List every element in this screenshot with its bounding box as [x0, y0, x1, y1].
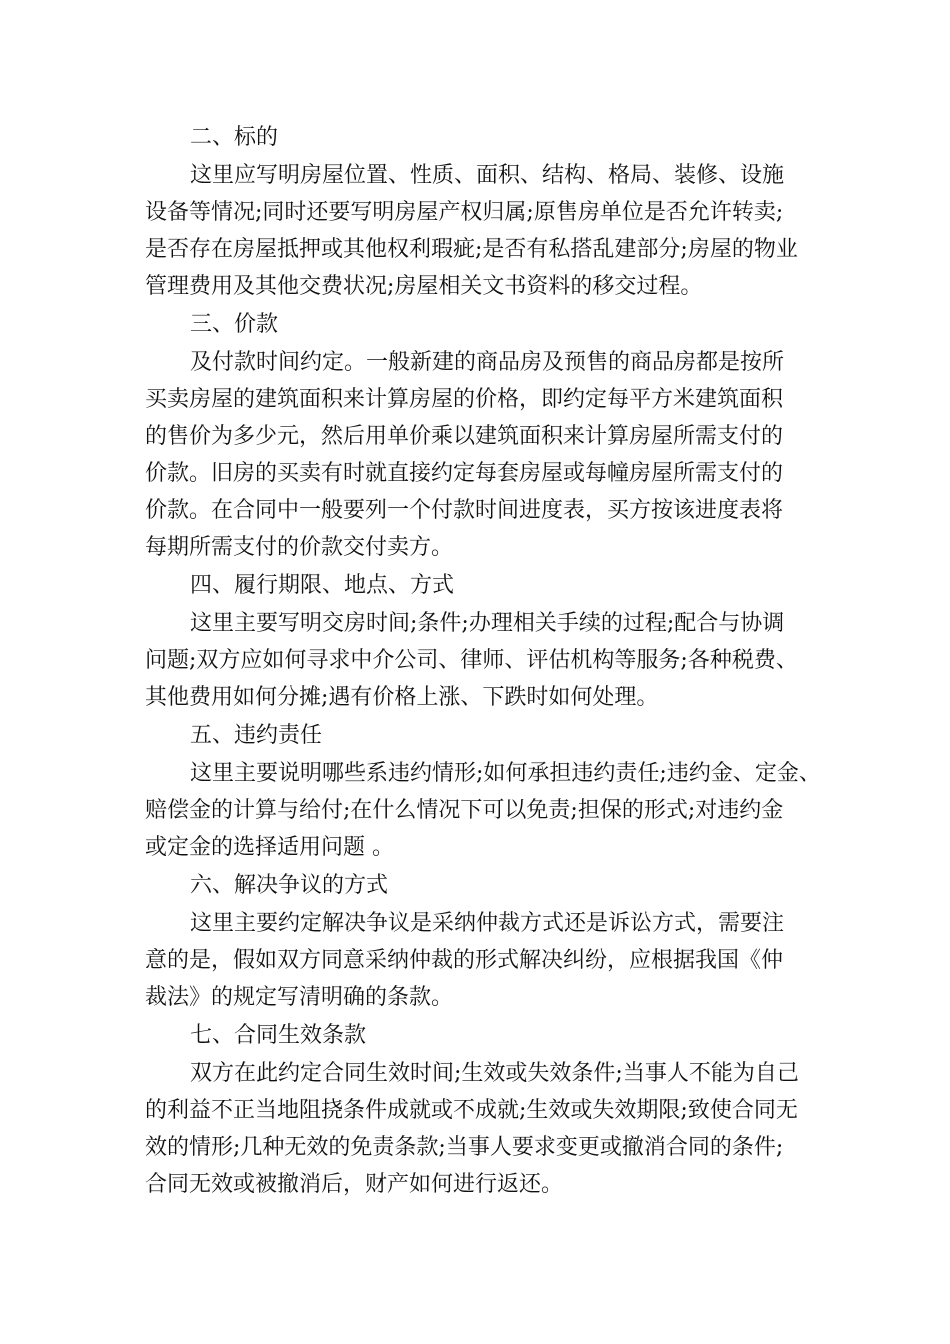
paragraph-line: 双方在此约定合同生效时间;生效或失效条件;当事人不能为自己 — [190, 1061, 799, 1086]
paragraph-line: 效的情形;几种无效的免责条款;当事人要求变更或撤消合同的条件; — [145, 1135, 784, 1160]
paragraph-line: 意的是，假如双方同意采纳仲裁的形式解决纠纷，应根据我国《仲 — [145, 948, 784, 973]
paragraph-line: 合同无效或被撤消后，财产如何进行返还。 — [145, 1172, 564, 1197]
paragraph-line: 价款。在合同中一般要列一个付款时间进度表，买方按该进度表将 — [145, 498, 784, 523]
section-performance — [145, 566, 835, 716]
paragraph-line: 管理费用及其他交费状况;房屋相关文书资料的移交过程。 — [145, 274, 703, 299]
paragraph-line: 问题;双方应如何寻求中介公司、律师、评估机构等服务;各种税费、 — [145, 648, 798, 673]
paragraph-line: 买卖房屋的建筑面积来计算房屋的价格，即约定每平方米建筑面积 — [145, 387, 784, 412]
paragraph-line: 设备等情况;同时还要写明房屋产权归属;原售房单位是否允许转卖; — [145, 200, 784, 225]
section-heading: 四、履行期限、地点、方式 — [190, 573, 455, 598]
paragraph-line: 及付款时间约定。一般新建的商品房及预售的商品房都是按所 — [190, 350, 785, 375]
paragraph-line: 的售价为多少元，然后用单价乘以建筑面积来计算房屋所需支付的 — [145, 424, 784, 449]
section-price — [145, 305, 835, 566]
paragraph-line: 这里主要说明哪些系违约情形;如何承担违约责任;违约金、定金、 — [190, 761, 821, 786]
section-effectiveness — [145, 1016, 835, 1203]
paragraph-line: 或定金的选择适用问题 。 — [145, 835, 394, 860]
paragraph-line: 是否存在房屋抵押或其他权利瑕疵;是否有私搭乱建部分;房屋的物业 — [145, 237, 798, 262]
paragraph-line: 赔偿金的计算与给付;在什么情况下可以免责;担保的形式;对违约金 — [145, 798, 784, 823]
section-liability — [145, 716, 835, 866]
paragraph-line: 这里应写明房屋位置、性质、面积、结构、格局、装修、设施 — [190, 163, 785, 188]
paragraph-line: 每期所需支付的价款交付卖方。 — [145, 535, 454, 560]
paragraph-line: 的利益不正当地阻挠条件成就或不成就;生效或失效期限;致使合同无 — [145, 1098, 798, 1123]
document-page — [145, 118, 835, 1203]
section-subject — [145, 118, 835, 305]
paragraph-line: 这里主要写明交房时间;条件;办理相关手续的过程;配合与协调 — [190, 611, 785, 636]
section-heading: 二、标的 — [190, 125, 279, 150]
paragraph-line: 这里主要约定解决争议是采纳仲裁方式还是诉讼方式，需要注 — [190, 911, 785, 936]
section-dispute — [145, 866, 835, 1016]
section-heading: 七、合同生效条款 — [190, 1023, 367, 1048]
section-heading: 六、解决争议的方式 — [190, 873, 389, 898]
paragraph-line: 价款。旧房的买卖有时就直接约定每套房屋或每幢房屋所需支付的 — [145, 461, 784, 486]
paragraph-line: 其他费用如何分摊;遇有价格上涨、下跌时如何处理。 — [145, 685, 659, 710]
section-heading: 五、违约责任 — [190, 723, 323, 748]
paragraph-line: 裁法》的规定写清明确的条款。 — [145, 985, 454, 1010]
section-heading: 三、价款 — [190, 312, 279, 337]
